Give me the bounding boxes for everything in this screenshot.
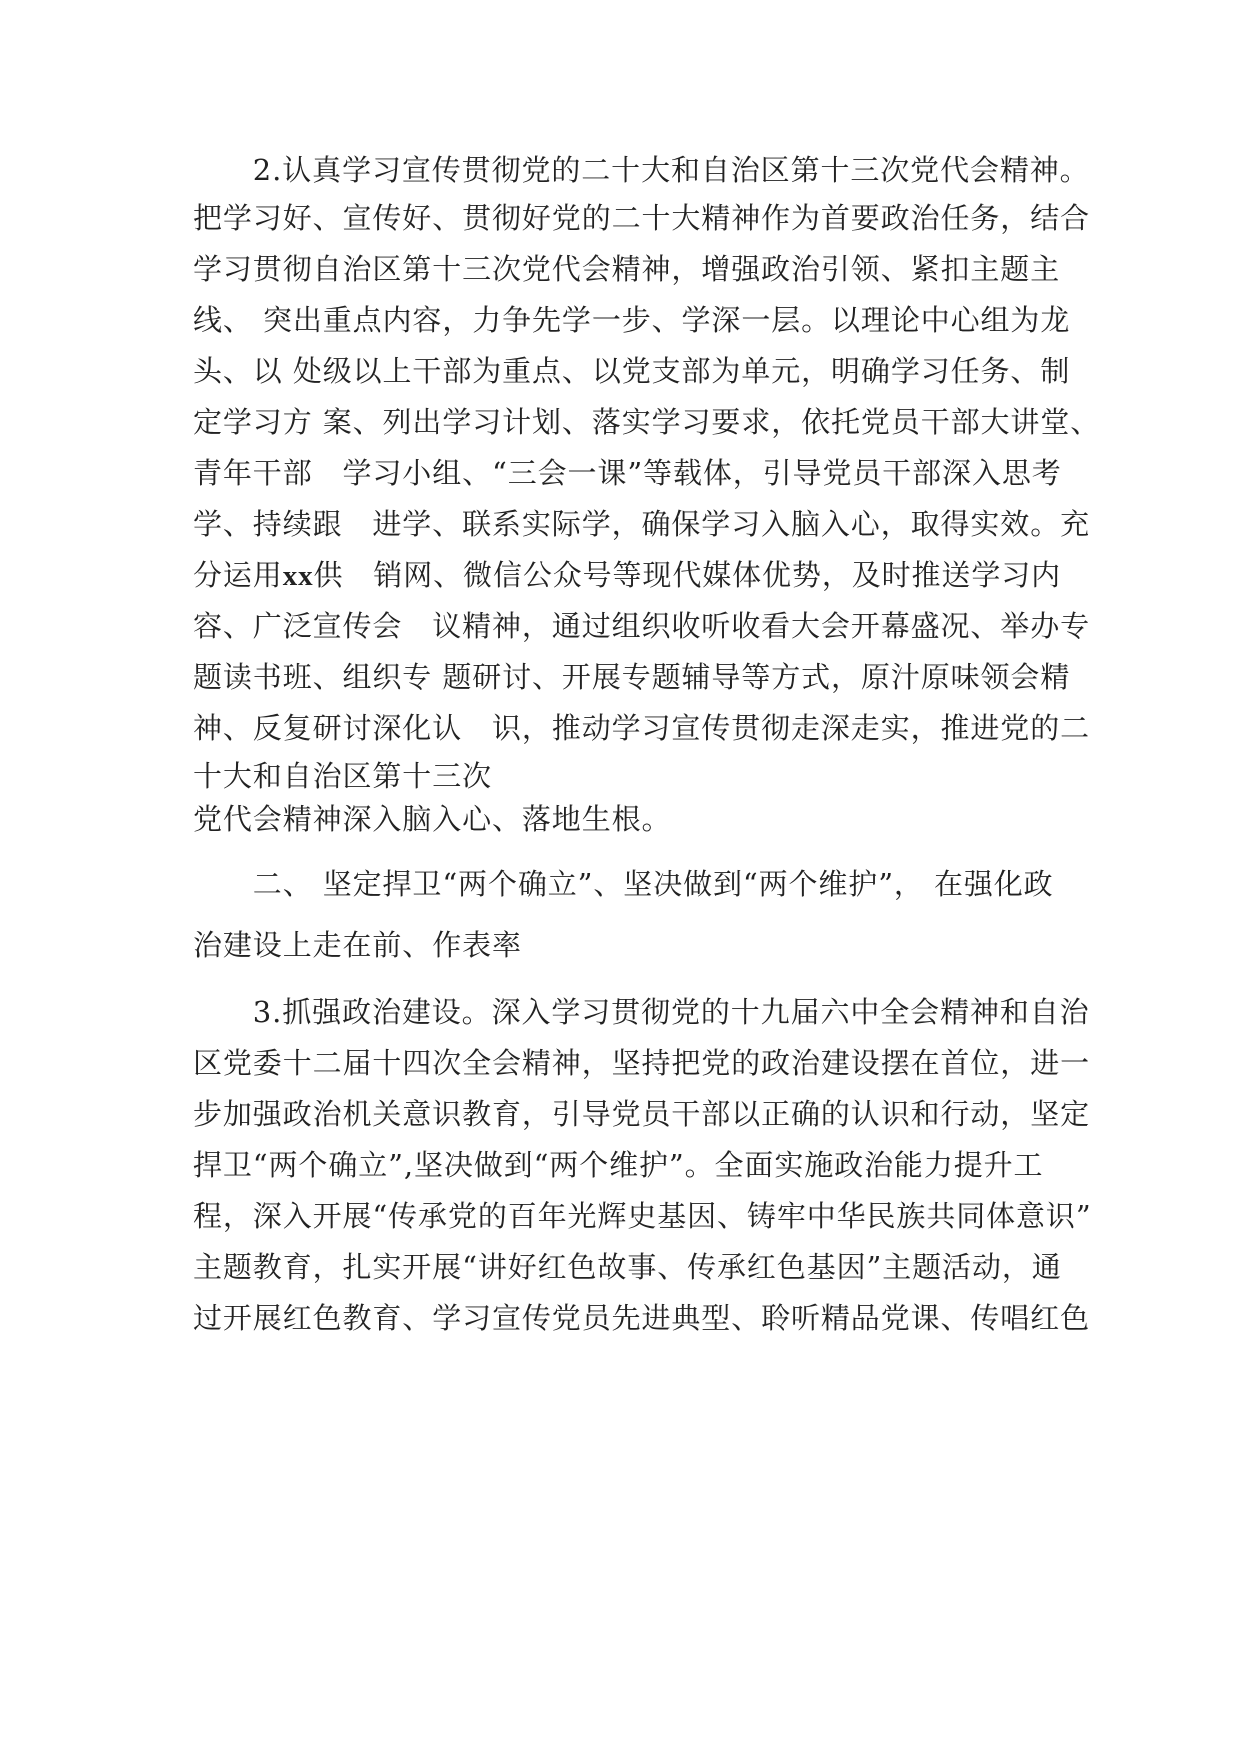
paragraph-2-line-7: 青年干部 学习小组、“三会一课”等载体，引导党员干部深入思考 [193,456,1062,490]
paragraph-2-line-6: 定学习方 案、列出学习计划、落实学习要求，依托党员干部大讲堂、 [193,405,1101,439]
line-9-bold-placeholder: xx [282,560,314,592]
section-heading-line-2: 治建设上走在前、作表率 [193,928,522,962]
line-9-after: 供 销网、微信公众号等现代媒体优势，及时推送学习内 [313,558,1062,592]
paragraph-2-line-9 [193,557,1061,594]
paragraph-2-line-11: 题读书班、组织专 题研讨、开展专题辅导等方式，原汁原味领会精 [193,660,1071,694]
paragraph-2-line-14: 党代会精神深入脑入心、落地生根。 [193,802,672,836]
paragraph-3-line-1: 3.抓强政治建设。深入学习贯彻党的十九届六中全会精神和自治 [193,995,1090,1029]
paragraph-3-line-4: 捍卫“两个确立”,坚决做到“两个维护”。全面实施政治能力提升工 [193,1148,1044,1182]
paragraph-2-line-12: 神、反复研讨深化认 识，推动学习宣传贯彻走深走实，推进党的二 [193,711,1091,745]
paragraph-2-line-8: 学、持续跟 进学、联系实际学，确保学习入脑入心，取得实效。充 [193,507,1091,541]
paragraph-2-line-13: 十大和自治区第十三次 [193,759,493,793]
line-9-before: 分运用 [193,558,283,592]
paragraph-3-line-3: 步加强政治机关意识教育，引导党员干部以正确的认识和行动，坚定 [193,1097,1091,1131]
paragraph-2-line-3: 学习贯彻自治区第十三次党代会精神，增强政治引领、紧扣主题主 [193,252,1061,286]
paragraph-3-line-7: 过开展红色教育、学习宣传党员先进典型、聆听精品党课、传唱红色 [193,1301,1091,1335]
paragraph-2-line-10: 容、广泛宣传会 议精神，通过组织收听收看大会开幕盛况、举办专 [193,609,1091,643]
paragraph-3-line-6: 主题教育，扎实开展“讲好红色故事、传承红色基因”主题活动，通 [193,1250,1062,1284]
paragraph-3-line-5: 程，深入开展“传承党的百年光辉史基因、铸牢中华民族共同体意识” [193,1199,1092,1233]
paragraph-3-line-2: 区党委十二届十四次全会精神，坚持把党的政治建设摆在首位，进一 [193,1046,1091,1080]
paragraph-2-line-4: 线、 突出重点内容，力争先学一步、学深一层。以理论中心组为龙 [193,303,1071,337]
paragraph-2-line-2: 把学习好、宣传好、贯彻好党的二十大精神作为首要政治任务，结合 [193,201,1091,235]
section-heading-line-1: 二、 坚定捍卫“两个确立”、坚决做到“两个维护”， 在强化政 [193,867,1054,901]
paragraph-2-line-5: 头、以 处级以上干部为重点、以党支部为单元，明确学习任务、制 [193,354,1071,388]
paragraph-2-line-1: 2.认真学习宣传贯彻党的二十大和自治区第十三次党代会精神。 [193,153,1090,187]
